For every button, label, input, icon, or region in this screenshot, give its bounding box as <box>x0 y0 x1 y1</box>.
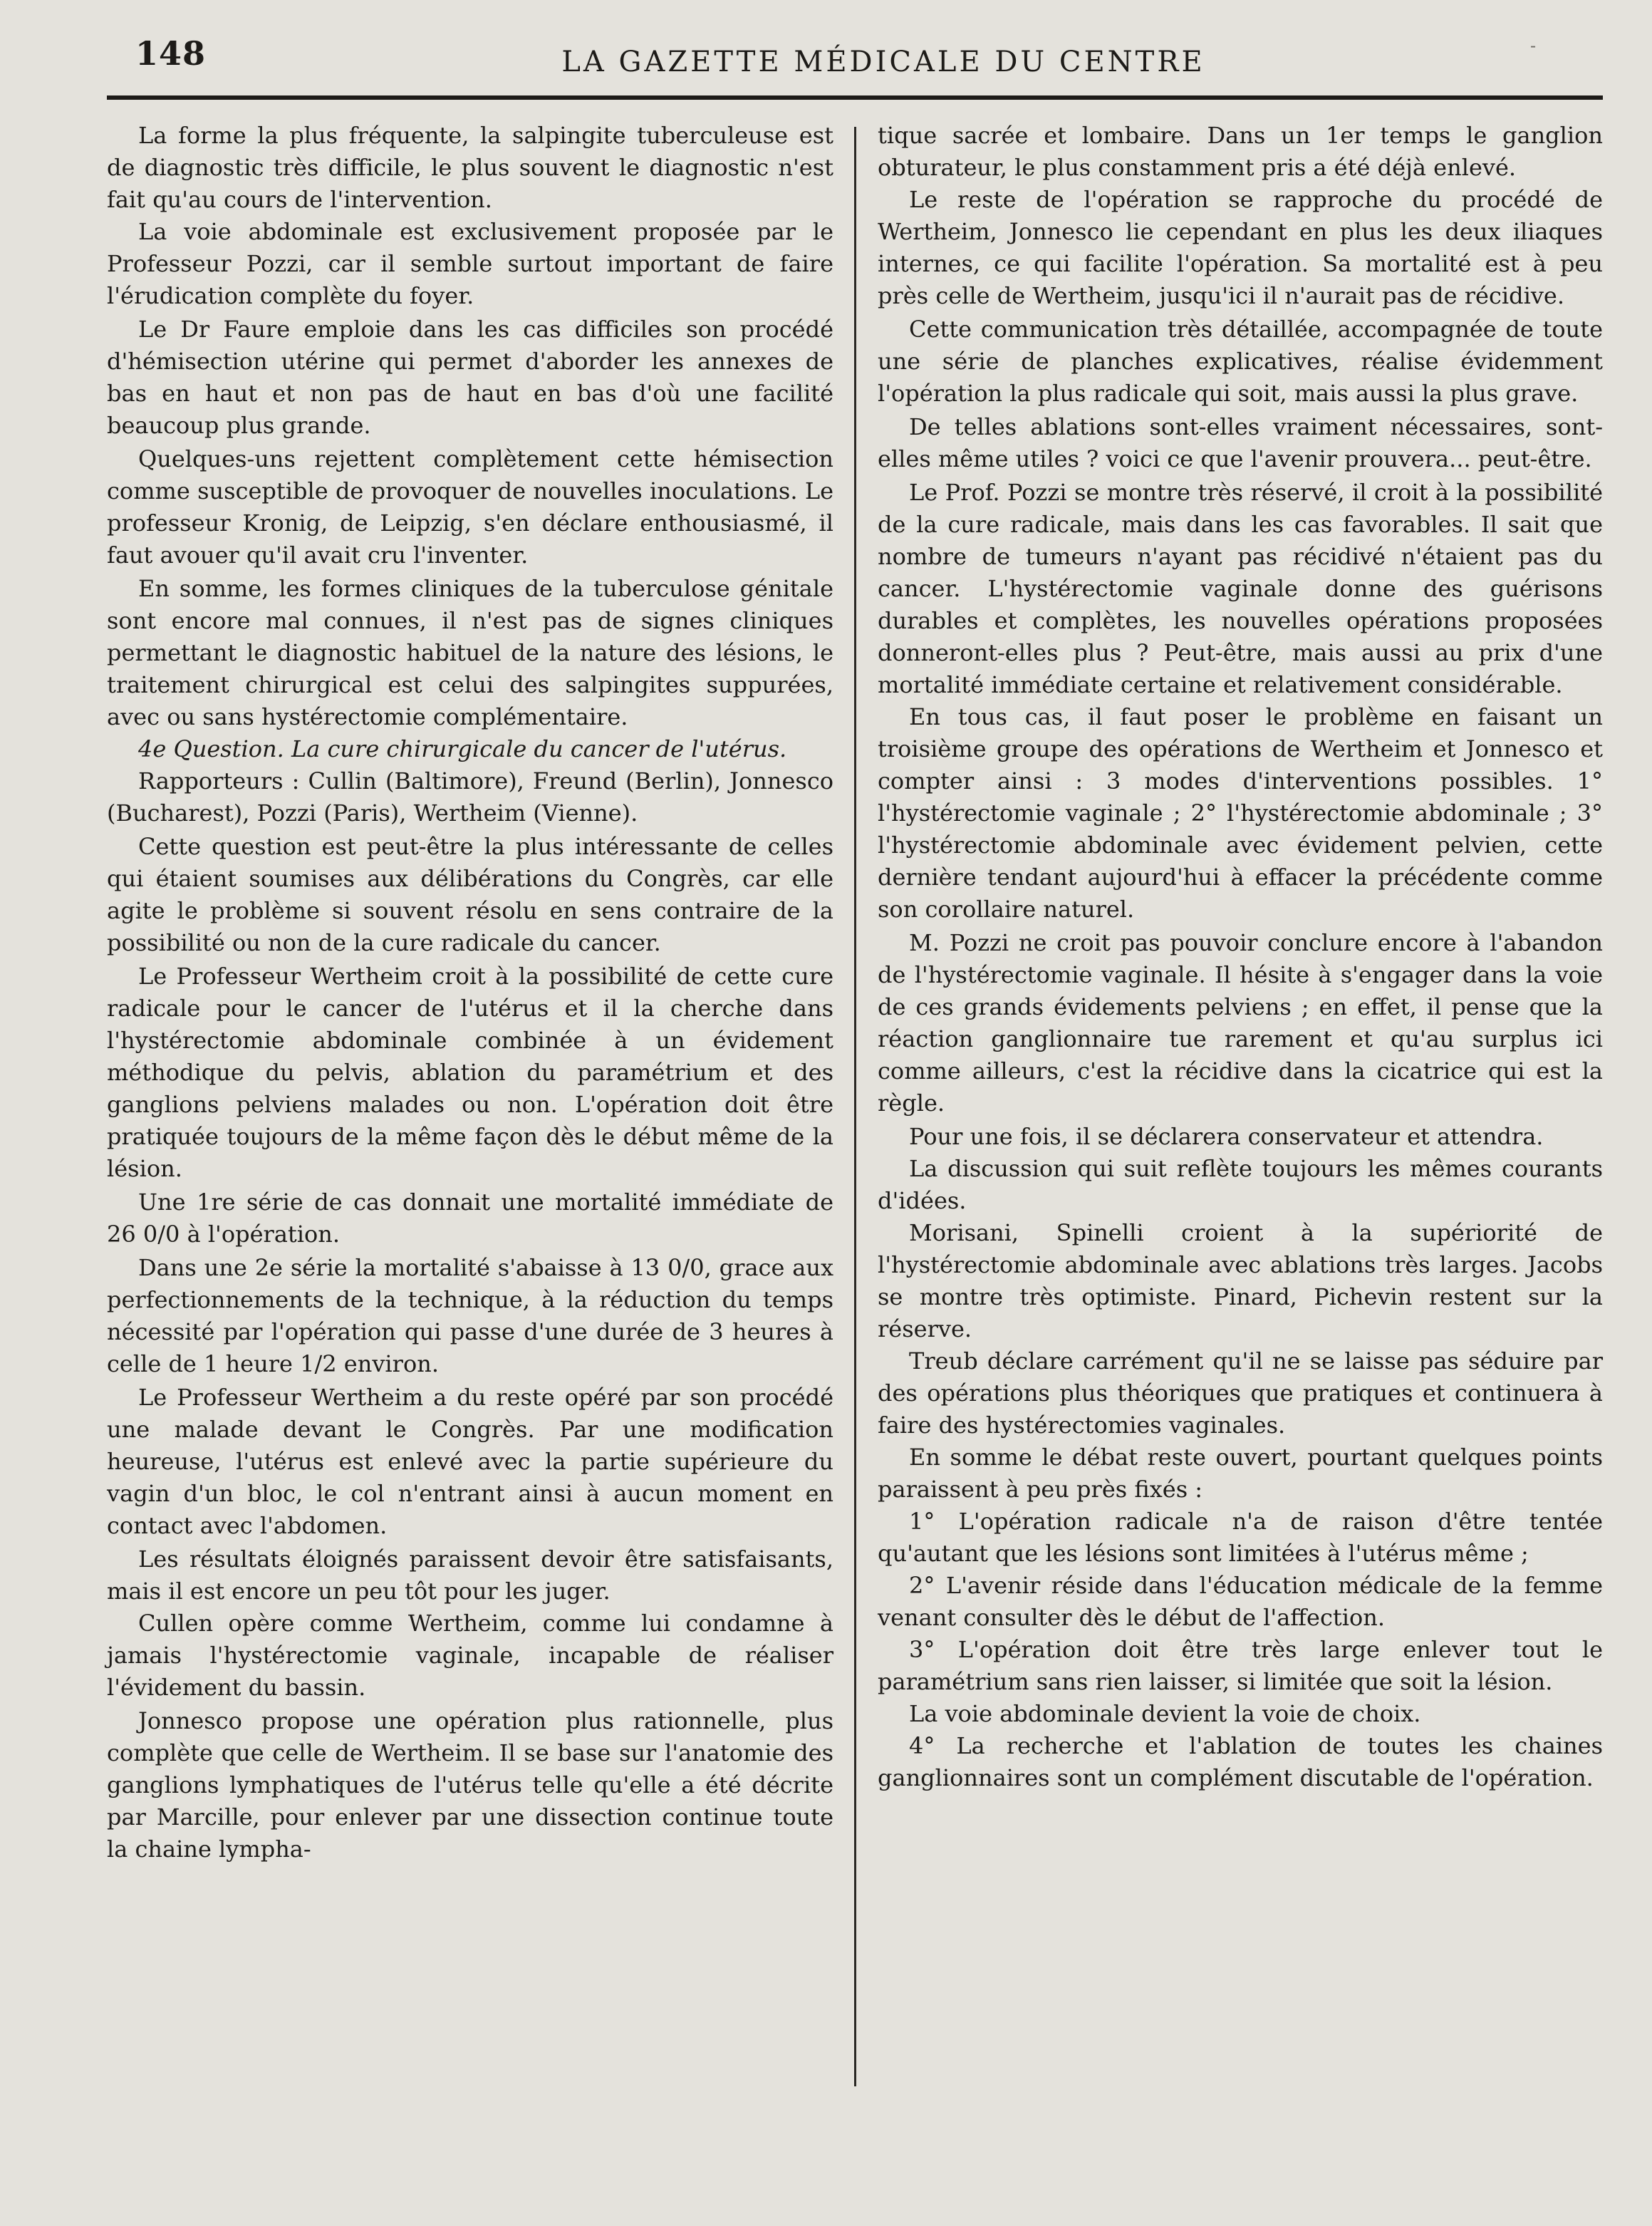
list-item: 3° L'opération doit être très large enlever tout le paramétrium sans rien laisser, si limitée que soit la lésion. <box>878 1636 1603 1695</box>
paragraph: Le reste de l'opération se rapproche du procédé de Wertheim, Jonnesco lie cependant en plus les deux iliaques internes, ce qui facilite l'opération. Sa mortalité est à peu près celle de Wertheim, jusqu'ici il n'aurait pas de récidive. <box>878 186 1603 309</box>
paragraph: La discussion qui suit reflète toujours les mêmes courants d'idées. <box>878 1155 1603 1214</box>
paragraph: Treub déclare carrément qu'il ne se laisse pas séduire par des opérations plus théoriques que pratiques et continuera à faire des hystérectomies vaginales. <box>878 1347 1603 1439</box>
paragraph: La forme la plus fréquente, la salpingite tuberculeuse est de diagnostic très difficile, le plus souvent le diagnostic n'est fait qu'au cours de l'intervention. <box>107 122 833 213</box>
paragraph: Une 1re série de cas donnait une mortalité immédiate de 26 0/0 à l'opération. <box>107 1189 833 1248</box>
paragraph: En somme, les formes cliniques de la tuberculose génitale sont encore mal connues, il n'est pas de signes cliniques permettant le diagnostic habituel de la nature des lésions, le traitement chirurgical est celui des salpingites suppurées, avec ou sans hystérectomie complémentaire. <box>107 575 833 730</box>
paragraph: Pour une fois, il se déclarera conservateur et attendra. <box>909 1123 1544 1150</box>
header-rule <box>107 95 1603 100</box>
paragraph: Dans une 2e série la mortalité s'abaisse à 13 0/0, grace aux perfectionnements de la technique, à la réduction du temps nécessité par l'opération qui passe d'une durée de 3 heures à celle de 1 heure 1/2 environ. <box>107 1254 833 1377</box>
running-title: LA GAZETTE MÉDICALE DU CENTRE <box>561 46 1205 78</box>
paragraph: Le Dr Faure emploie dans les cas difficiles son procédé d'hémisection utérine qui permet d'aborder les annexes de bas en haut et non pas de haut en bas d'où une facilité beaucoup plus grande. <box>107 316 833 439</box>
left-column <box>107 120 833 1865</box>
paragraph: Cette question est peut-être la plus intéressante de celles qui étaient soumises aux délibérations du Congrès, car elle agite le problème si souvent résolu en sens contraire de la possibilité ou non de la cure radicale du cancer. <box>107 833 833 956</box>
corner-mark: - <box>1530 36 1537 56</box>
paragraph: Quelques-uns rejettent complètement cette hémisection comme susceptible de provoquer de nouvelles inoculations. Le professeur Kronig, de Leipzig, s'en déclare enthousiasmé, il faut avouer qu'il avait cru l'inventer. <box>107 445 833 569</box>
paragraph: En tous cas, il faut poser le problème en faisant un troisième groupe des opérations de Wertheim et Jonnesco et compter ainsi : 3 modes d'interventions possibles. 1° l'hystérectomie vaginale ; 2° l'hystérectomie abdominale ; 3° l'hystérectomie abdominale avec évidement pelvien, cette dernière tendant aujourd'hui à effacer la précédente comme son corollaire naturel. <box>878 703 1603 923</box>
paragraph: En somme le débat reste ouvert, pourtant quelques points paraissent à peu près fixés : <box>878 1444 1603 1503</box>
paragraph: tique sacrée et lombaire. Dans un 1er temps le ganglion obturateur, le plus constamment pris a été déjà enlevé. <box>878 122 1603 181</box>
paragraph: Jonnesco propose une opération plus rationnelle, plus complète que celle de Wertheim. Il se base sur l'anatomie des ganglions lymphatiques de l'utérus telle qu'elle a été décrite par Marcille, pour enlever par une dissection continue toute la chaine lympha- <box>107 1707 833 1863</box>
paragraph: Le Professeur Wertheim a du reste opéré par son procédé une malade devant le Congrès. Par une modification heureuse, l'utérus est enlevé avec la partie supérieure du vagin d'un bloc, le col n'entrant ainsi à aucun moment en contact avec l'abdomen. <box>107 1384 833 1539</box>
paragraph: Rapporteurs : Cullin (Baltimore), Freund (Berlin), Jonnesco (Bucharest), Pozzi (Paris), Wertheim (Vienne). <box>107 767 833 827</box>
paragraph: Les résultats éloignés paraissent devoir être satisfaisants, mais il est encore un peu tôt pour les juger. <box>107 1546 833 1605</box>
paragraph: Le Professeur Wertheim croit à la possibilité de cette cure radicale pour le cancer de l'utérus et il la cherche dans l'hystérectomie abdominale combinée à un évidement méthodique du pelvis, ablation du paramétrium et des ganglions pelviens malades ou non. L'opération doit être pratiquée toujours de la même façon dès le début même de la lésion. <box>107 963 833 1182</box>
paragraph: M. Pozzi ne croit pas pouvoir conclure encore à l'abandon de l'hystérectomie vaginale. Il hésite à s'engager dans la voie de ces grands évidements pelviens ; en effet, il pense que la réaction ganglionnaire tue rarement et qu'au surplus ici comme ailleurs, c'est la récidive dans la cicatrice qui est la règle. <box>878 929 1603 1117</box>
list-item: 4° La recherche et l'ablation de toutes les chaines ganglionnaires sont un complément discutable de l'opération. <box>878 1732 1603 1791</box>
paragraph: Cullen opère comme Wertheim, comme lui condamne à jamais l'hystérectomie vaginale, incapable de réaliser l'évidement du bassin. <box>107 1610 833 1701</box>
list-item: 1° L'opération radicale n'a de raison d'être tentée qu'autant que les lésions sont limitées à l'utérus même ; <box>878 1508 1603 1567</box>
list-item: 2° L'avenir réside dans l'éducation médicale de la femme venant consulter dès le début de l'affection. <box>878 1572 1603 1631</box>
section-heading: 4e Question. La cure chirurgicale du cancer de l'utérus. <box>138 735 787 762</box>
paragraph: Cette communication très détaillée, accompagnée de toute une série de planches explicatives, réalise évidemment l'opération la plus radicale qui soit, mais aussi la plus grave. <box>878 316 1603 407</box>
paragraph: Morisani, Spinelli croient à la supériorité de l'hystérectomie abdominale avec ablations très larges. Jacobs se montre très optimiste. Pinard, Pichevin restent sur la réserve. <box>878 1219 1603 1342</box>
paragraph: La voie abdominale est exclusivement proposée par le Professeur Pozzi, car il semble surtout important de faire l'érudication complète du foyer. <box>107 218 833 309</box>
paragraph: De telles ablations sont-elles vraiment nécessaires, sont-elles même utiles ? voici ce que l'avenir prouvera... peut-être. <box>878 413 1603 472</box>
paragraph: Le Prof. Pozzi se montre très réservé, il croit à la possibilité de la cure radicale, mais dans les cas favorables. Il sait que nombre de tumeurs n'ayant pas récidivé n'étaient pas du cancer. L'hystérectomie vaginale donne des guérisons durables et complètes, les nouvelles opérations proposées donneront-elles plus ? Peut-être, mais aussi au prix d'une mortalité immédiate certaine et relativement considérable. <box>878 479 1603 698</box>
page-number: 148 <box>135 34 207 73</box>
column-divider <box>854 127 856 2086</box>
paragraph: La voie abdominale devient la voie de choix. <box>909 1700 1421 1727</box>
right-column <box>878 120 1603 1794</box>
